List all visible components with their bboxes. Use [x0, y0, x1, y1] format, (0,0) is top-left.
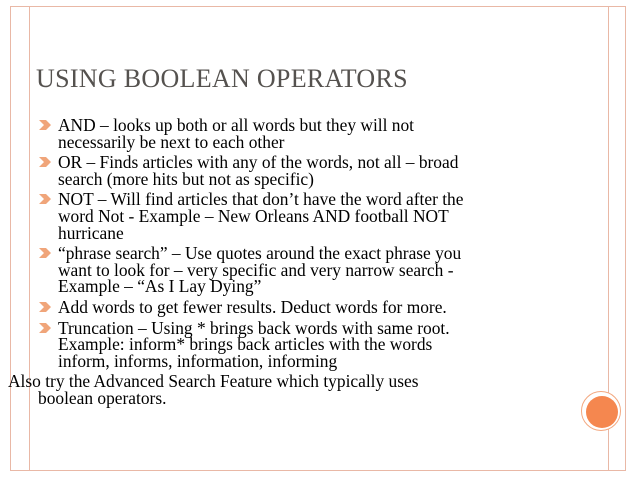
bullet-text-line: “phrase search” – Use quotes around the exact phrase you	[58, 243, 462, 264]
bullet-text-line: NOT – Will find articles that don’t have the word after the	[58, 189, 464, 210]
bullet-text-line: hurricane	[58, 222, 124, 243]
bullet-arrow-icon	[38, 301, 52, 313]
bullet-text-line: want to look for – very specific and very narrow search -	[58, 259, 454, 280]
bullet-text-line: Add words to get fewer results. Deduct words for more.	[58, 296, 447, 317]
bullet-text-line: word Not - Example – New Orleans AND football NOT	[58, 205, 449, 226]
bullet-text-line: inform, informs, information, informing	[58, 350, 338, 371]
bullet-arrow-icon	[38, 119, 52, 131]
bullet-arrow-icon	[38, 193, 52, 205]
bullet-text-line: necessarily be next to each other	[58, 131, 285, 152]
bullet-arrow-icon	[38, 156, 52, 168]
bullet-item-and	[38, 117, 598, 150]
bullet-item-or	[38, 154, 598, 187]
bullet-text-line: search (more hits but not as specific)	[58, 168, 314, 189]
bullet-item-truncation	[38, 317, 598, 371]
bullet-item-not	[38, 191, 598, 241]
bullet-text-line: Truncation – Using * brings back words with same root.	[58, 317, 450, 338]
bullet-text-line: AND – looks up both or all words but they will not	[58, 115, 415, 135]
bullet-list	[8, 115, 598, 408]
footer-line: Also try the Advanced Search Feature which typically uses	[8, 371, 419, 392]
slide-title: USING BOOLEAN OPERATORS	[36, 64, 408, 93]
bullet-text-line: Example – “As I Lay Dying”	[58, 276, 262, 297]
bullet-item-phrase-search	[38, 245, 598, 295]
bullet-item-add-words	[38, 296, 598, 317]
footer-line: boolean operators.	[38, 387, 167, 408]
footer-note	[8, 373, 578, 406]
bullet-text-line: OR – Finds articles with any of the words, not all – broad	[58, 152, 459, 173]
bullet-arrow-icon	[38, 247, 52, 259]
bullet-text-line: Example: inform* brings back articles with the words	[58, 334, 433, 355]
bullet-arrow-icon	[38, 322, 52, 334]
